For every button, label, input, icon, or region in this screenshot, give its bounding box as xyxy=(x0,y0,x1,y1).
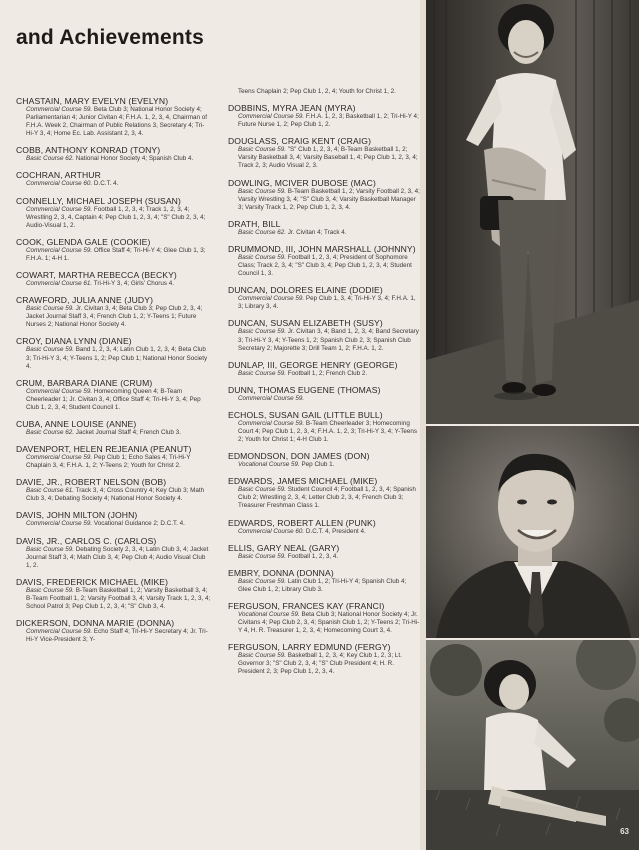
student-entry xyxy=(228,518,420,536)
activity-list: Football 1, 2, 3, 4; Track 1, 2, 3, 4; Wrestling 2, 3, 4, Captain 4; Pep Club 1, 2, 3, 4; "S" Club 2, 3, 4; Audio-Visual 1, 2. xyxy=(26,205,206,229)
student-name: COCHRAN, ARTHUR xyxy=(16,170,101,181)
student-name: DAVENPORT, HELEN REJEANIA (PEANUT) xyxy=(16,444,192,455)
student-name: ECHOLS, SUSAN GAIL (LITTLE BULL) xyxy=(228,409,383,420)
student-name: CHASTAIN, MARY EVELYN (EVELYN) xyxy=(16,96,169,106)
activity-list: F.H.A. 1, 2, 3; Basketball 1, 2; Tri-Hi-Y 4; Future Nurse 1, 2; Pep Club 1, 2. xyxy=(238,113,419,129)
student-activities xyxy=(26,546,212,570)
student-entry xyxy=(228,476,420,510)
student-name: DRUMMOND, III, JOHN MARSHALL (JOHNNY) xyxy=(228,243,416,254)
student-entry xyxy=(16,477,212,503)
course-label: Commercial Course 61. xyxy=(26,280,93,288)
activity-list: Office Staff 4; Tri-Hi-Y 4; Glee Club 1, 3; F.H.A. 1; 4-H 1. xyxy=(26,246,206,262)
student-name: EMBRY, DONNA (DONNA) xyxy=(228,567,334,578)
activity-list: Basketball 1, 2, 3, 4; Key Club 1, 2, 3; Lt. Governor 3; "S" Club 2, 3, 4; "S" Club President 4; H. R. President 2, 3; Pep Club 1, 2, 3, 4. xyxy=(238,652,402,676)
activity-list: Tri-Hi-Y 3, 4; Girls' Chorus 4. xyxy=(93,280,175,288)
course-label: Basic Course 59. xyxy=(26,305,74,313)
student-entry xyxy=(16,196,212,230)
student-entry xyxy=(16,295,212,329)
course-label: Commercial Course 59. xyxy=(238,113,305,121)
student-entry xyxy=(16,510,212,528)
student-name: ELLIS, GARY NEAL (GARY) xyxy=(228,542,340,553)
course-label: Commercial Course 60. xyxy=(26,180,93,188)
activity-list: Jr. Civitan 3, 4; Band 1, 2, 3, 4; Band Secretary 3; Tri-Hi-Y 3, 4; Y-Teens 1, 2; Spanish Club 2, 3; Spanish Club Secretary 2; Majorette 3; Drill Team 1, 2; F.H.A. 1, 2. xyxy=(238,328,419,352)
student-entry xyxy=(16,170,212,188)
student-activities xyxy=(26,247,212,263)
activity-list: Echo Staff 4; Tri-Hi-Y Secretary 4; Jr. Tri-Hi-Y Vice-President 3; Y- xyxy=(26,628,208,644)
student-activities xyxy=(238,578,420,594)
activity-list: Homecoming Queen 4; B-Team Cheerleader 1; Jr. Civitan 3, 4; Office Staff 4; Tri-Hi-Y 3, 4; Pep Club 1, 2, 3, 4; Student Council 1. xyxy=(26,387,201,411)
student-entry xyxy=(16,145,212,163)
student-name: DOUGLASS, CRAIG KENT (CRAIG) xyxy=(228,136,372,147)
student-name: DUNCAN, DOLORES ELAINE (DODIE) xyxy=(228,285,383,296)
student-activities xyxy=(238,420,420,444)
student-activities xyxy=(238,461,420,469)
student-name: EDMONDSON, DON JAMES (DON) xyxy=(228,451,370,462)
course-label: Basic Course 59. xyxy=(238,187,286,195)
student-name: DAVIS, JR., CARLOS C. (CARLOS) xyxy=(16,535,157,546)
page-title: and Achievements xyxy=(16,26,204,49)
student-activities xyxy=(26,155,212,163)
student-entry xyxy=(228,543,420,561)
student-entry xyxy=(228,285,420,311)
student-name: DRATH, BILL xyxy=(228,218,281,229)
student-name: FERGUSON, LARRY EDMUND (FERGY) xyxy=(228,642,391,653)
course-label: Vocational Course 59. xyxy=(238,461,300,469)
student-name: COOK, GLENDA GALE (COOKIE) xyxy=(16,236,151,247)
course-label: Basic Course 59. xyxy=(238,369,286,377)
student-activities xyxy=(26,346,212,370)
activity-list: Beta Club 3; National Honor Society 4; Jr. Civitans 4; Pep Club 2, 3, 4; Spanish Club 1, 2; Y-Teens 2; Tri-Hi-Y 4, H. R. Treasurer 1, 2, 3, 4; Homecoming Court 3, 4. xyxy=(238,610,420,635)
course-label: Basic Course 59. xyxy=(26,586,74,594)
student-activities xyxy=(238,528,420,536)
course-label: Basic Course 59. xyxy=(238,552,286,560)
course-label: Basic Course 59. xyxy=(238,486,286,494)
carryover-text: Teens Chaplain 2; Pep Club 1, 2, 4; Youth for Christ 1, 2. xyxy=(238,88,396,95)
student-name: DAVIS, FREDERICK MICHAEL (MIKE) xyxy=(16,576,169,587)
course-label: Commercial Course 59. xyxy=(26,454,93,462)
student-entry xyxy=(16,444,212,470)
student-activities xyxy=(26,429,212,437)
activity-list: Latin Club 1, 2; Tri-Hi-Y 4; Spanish Club 4; Glee Club 1, 2; Library Club 3. xyxy=(238,577,407,593)
student-entry xyxy=(16,237,212,263)
student-name: DUNCAN, SUSAN ELIZABETH (SUSY) xyxy=(228,318,383,329)
student-entry xyxy=(228,244,420,278)
student-name: CROY, DIANA LYNN (DIANE) xyxy=(16,336,132,347)
student-entry xyxy=(228,451,420,469)
left-column xyxy=(16,96,212,651)
student-entry xyxy=(228,360,420,378)
student-name: DOBBINS, MYRA JEAN (MYRA) xyxy=(228,103,356,114)
student-activities xyxy=(238,113,420,129)
student-entry xyxy=(16,577,212,611)
course-label: Basic Course 61. xyxy=(26,487,74,495)
student-activities xyxy=(238,229,420,237)
student-name: CUBA, ANNE LOUISE (ANNE) xyxy=(16,418,137,429)
student-entry xyxy=(228,410,420,444)
student-activities xyxy=(26,388,212,412)
student-activities xyxy=(26,206,212,230)
student-activities xyxy=(238,553,420,561)
student-entry xyxy=(228,318,420,352)
course-label: Basic Course 59. xyxy=(26,545,74,553)
student-entry xyxy=(228,642,420,676)
student-name: DAVIE, JR., ROBERT NELSON (BOB) xyxy=(16,477,167,488)
course-label: Vocational Course 59. xyxy=(238,610,300,618)
student-entry xyxy=(228,219,420,237)
activity-list: Pep Club 1, 3, 4; Tri-Hi-Y 3, 4; F.H.A. 1, 3; Library 3, 4. xyxy=(238,295,416,311)
student-entry xyxy=(16,96,212,138)
student-entry xyxy=(228,136,420,170)
student-name: EDWARDS, ROBERT ALLEN (PUNK) xyxy=(228,517,376,528)
middle-column xyxy=(228,88,420,683)
student-activities xyxy=(26,628,212,644)
course-label: Basic Course 59. xyxy=(238,328,286,336)
activity-list: Pep Club 1; Echo Sales 4; Tri-Hi-Y Chaplain 3, 4; F.H.A. 1, 2; Y-Teens 2; Youth for Christ 2. xyxy=(26,454,191,470)
activity-list: D.C.T. 4. xyxy=(93,180,119,188)
student-entry xyxy=(16,270,212,288)
student-activities xyxy=(238,395,420,403)
girl-holding-jacket-photo xyxy=(426,0,639,424)
smiling-man-portrait-photo xyxy=(426,426,639,638)
course-label: Commercial Course 59. xyxy=(26,387,93,395)
student-name: COBB, ANTHONY KONRAD (TONY) xyxy=(16,145,161,156)
student-name: FERGUSON, FRANCES KAY (FRANCI) xyxy=(228,600,385,611)
student-name: CONNELLY, MICHAEL JOSEPH (SUSAN) xyxy=(16,195,181,206)
student-activities xyxy=(238,254,420,278)
student-name: COWART, MARTHA REBECCA (BECKY) xyxy=(16,270,177,281)
activity-list: B-Team Cheerleader 3; Homecoming Court 4; Pep Club 1, 2, 3, 4; F.H.A. 1, 2, 3; Tri-Hi-Y 3, 4; Y-Teens 2; Youth for Christ 1; 4-H Club 1. xyxy=(238,419,418,444)
student-activities xyxy=(238,486,420,510)
student-activities xyxy=(238,146,420,170)
student-entry xyxy=(16,618,212,644)
course-label: Basic Course 62. xyxy=(238,228,286,236)
activity-list: Football 1, 2, 3, 4. xyxy=(287,552,339,560)
student-entry xyxy=(228,385,420,403)
student-activities xyxy=(26,305,212,329)
activity-list: National Honor Society 4; Spanish Club 4. xyxy=(75,155,194,163)
student-entry xyxy=(228,178,420,212)
page-number: 63 xyxy=(620,827,629,836)
course-label: Commercial Course 60. xyxy=(238,527,305,535)
course-label: Commercial Course 59. xyxy=(26,520,93,528)
student-activities xyxy=(238,295,420,311)
activity-list: Jr. Civitan 4; Track 4. xyxy=(287,228,347,236)
girl-sitting-in-grass-photo xyxy=(426,640,639,850)
student-entry xyxy=(16,336,212,370)
student-activities xyxy=(26,106,212,138)
activity-list: B-Team Basketball 1, 2; Varsity Football 2, 3, 4; Varsity Wrestling 3, 4; "S" Club 3, 4; Varsity Basketball Manager 3; Varsity Track 1, 2; Pep Club 1, 2, 3, 4. xyxy=(238,187,420,211)
activity-list: D.C.T. 4, President 4. xyxy=(305,527,366,535)
student-activities xyxy=(238,652,420,676)
student-entry xyxy=(228,601,420,635)
student-activities xyxy=(26,454,212,470)
course-label: Basic Course 59. xyxy=(238,253,286,261)
student-name: DAVIS, JOHN MILTON (JOHN) xyxy=(16,510,138,521)
activity-list: Pep Club 1. xyxy=(301,461,335,469)
course-label: Commercial Course 59. xyxy=(26,628,93,636)
student-entry xyxy=(16,419,212,437)
course-label: Commercial Course 59. xyxy=(238,419,305,427)
student-activities xyxy=(26,280,212,288)
course-label: Commercial Course 59. xyxy=(238,295,305,303)
course-label: Basic Course 59. xyxy=(26,346,74,354)
activity-list: Jr. Civitan 3, 4; Beta Club 3; Pep Club 2, 3, 4; Jacket Journal Staff 3, 4; French Club 1, 2; Y-Teens 1; Future Nurses 2; National Honor Society 4. xyxy=(26,305,203,329)
activity-list: Track 3, 4; Cross Country 4; Key Club 3; Math Club 3, 4; Debating Society 4; National Honor Society 4. xyxy=(26,487,205,503)
student-name: DICKERSON, DONNA MARIE (DONNA) xyxy=(16,618,175,629)
student-name: CRUM, BARBARA DIANE (CRUM) xyxy=(16,377,153,388)
course-label: Commercial Course 59. xyxy=(26,205,93,213)
student-activities xyxy=(26,520,212,528)
activity-list: Student Council 4; Football 1, 2, 3, 4; Spanish Club 2; Wrestling 2, 3, 4; Letter Club 2, 3, 4; French Club 3; Treasurer Freshman Class 1. xyxy=(238,486,416,510)
student-name: EDWARDS, JAMES MICHAEL (MIKE) xyxy=(228,476,378,487)
activity-list: Beta Club 3; National Honor Society 4; Parliamentarian 4; Junior Civitan 4; F.H.A. 1, 2, 3, 4, Chairman of F.H.A. Week 2, Chairman of Public Relations 3, Secretary 4; Tri-Hi-Y 3, 4; Home Ec. Lab. Assistant 2, 3, 4. xyxy=(26,106,207,138)
course-label: Basic Course 59. xyxy=(238,146,286,154)
student-entry xyxy=(228,103,420,129)
student-activities xyxy=(26,587,212,611)
activity-list: Football 1, 2; French Club 2. xyxy=(287,369,368,377)
activity-list: Debating Society 2, 3, 4; Latin Club 3, 4; Jacket Journal Staff 3, 4; Math Club 3, 4; Pep Club 4; Audio Visual Club 1, 2. xyxy=(26,545,209,569)
course-label: Commercial Course 59. xyxy=(26,106,93,113)
activity-list: B-Team Basketball 1, 2; Varsity Basketball 3, 4; B-Team Football 1, 2; Varsity Football 3, 4; Varsity Track 1, 2, 3, 4; School Patrol 3; Pep Club 1, 2, 3, 4; "S" Club 3, 4. xyxy=(26,586,211,610)
course-label: Basic Course 59. xyxy=(238,577,286,585)
activity-list: Football 1, 2, 3, 4; President of Sophomore Class; Track 2, 3, 4; "S" Club 3, 4; Pep Club 1, 2, 3, 4; Student Council 1, 3. xyxy=(238,253,412,278)
student-activities xyxy=(26,180,212,188)
student-activities xyxy=(26,487,212,503)
course-label: Basic Course 62. xyxy=(26,428,74,436)
student-name: DUNN, THOMAS EUGENE (THOMAS) xyxy=(228,384,381,395)
activity-list: "S" Club 1, 2, 3, 4; B-Team Basketball 1, 2; Varsity Basketball 3, 4; Varsity Baseball 1, 4; Pep Club 1, 2, 3, 4; Track 2, 3; Audio Visual 2, 3. xyxy=(238,146,418,170)
course-label: Commercial Course 59. xyxy=(238,394,305,402)
student-entry xyxy=(228,568,420,594)
student-activities xyxy=(238,611,420,635)
student-name: CRAWFORD, JULIA ANNE (JUDY) xyxy=(16,295,154,306)
student-name: DUNLAP, III, GEORGE HENRY (GEORGE) xyxy=(228,359,398,370)
student-activities xyxy=(238,188,420,212)
course-label: Basic Course 62. xyxy=(26,155,74,163)
student-entry xyxy=(16,536,212,570)
activity-list: Band 1, 2, 3, 4; Latin Club 1, 2, 3, 4; Beta Club 3; Tri-Hi-Y 3, 4; Y-Teens 1, 2; Pep Club 1; National Honor Society 4. xyxy=(26,346,208,370)
student-name: DOWLING, MCIVER DUBOSE (MAC) xyxy=(228,177,376,188)
student-entry xyxy=(16,378,212,412)
course-label: Basic Course 59. xyxy=(238,652,286,660)
activity-list: Jacket Journal Staff 4; French Club 3. xyxy=(75,428,181,436)
student-activities xyxy=(238,328,420,352)
activity-list: Vocational Guidance 2; D.C.T. 4. xyxy=(93,520,185,528)
student-activities xyxy=(238,370,420,378)
course-label: Commercial Course 59. xyxy=(26,246,93,254)
